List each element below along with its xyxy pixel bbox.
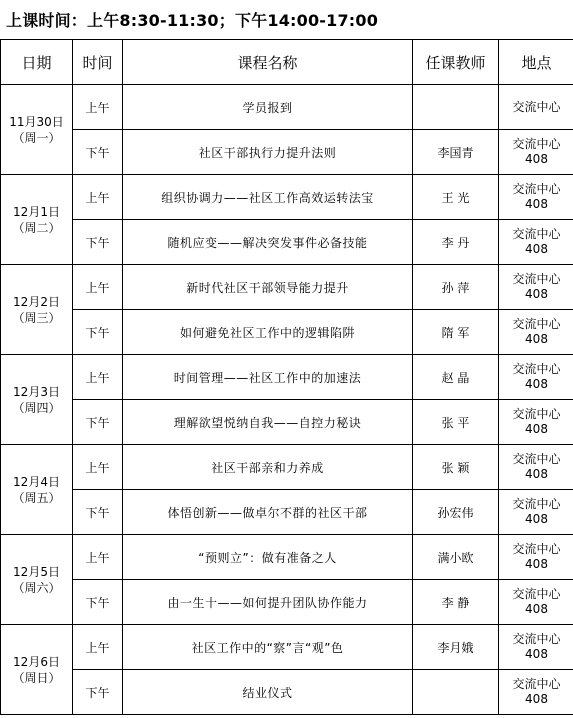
- course-cell: 如何避免社区工作中的逻辑陷阱: [123, 310, 413, 355]
- table-row: [1, 175, 573, 220]
- location-name: 交流中心: [512, 227, 561, 241]
- teacher-cell: 隋 军: [413, 310, 499, 355]
- teacher-cell: 李月娥: [413, 625, 499, 670]
- teacher-cell: 张 颖: [413, 445, 499, 490]
- location-name: 交流中心: [512, 182, 561, 196]
- location-name: 交流中心: [512, 137, 561, 151]
- location-cell: [499, 220, 573, 265]
- table-row: [1, 310, 573, 355]
- weekday-text: （周二）: [12, 220, 61, 235]
- weekday-text: （周日）: [12, 670, 61, 685]
- location-room: 408: [525, 512, 548, 526]
- course-cell: 随机应变——解决突发事件必备技能: [123, 220, 413, 265]
- date-cell: [1, 445, 73, 535]
- teacher-cell: 王 光: [413, 175, 499, 220]
- location-cell: [499, 535, 573, 580]
- location-cell: [499, 670, 573, 715]
- location-room: 408: [525, 197, 548, 211]
- time-cell: 上午: [73, 265, 123, 310]
- location-room: 408: [525, 602, 548, 616]
- table-row: [1, 670, 573, 715]
- date-text: 12月4日: [13, 474, 60, 489]
- course-cell: 体悟创新——做卓尔不群的社区干部: [123, 490, 413, 535]
- date-cell: [1, 175, 73, 265]
- location-name: 交流中心: [512, 452, 561, 466]
- table-row: [1, 580, 573, 625]
- course-cell: 结业仪式: [123, 670, 413, 715]
- location-cell: [499, 130, 573, 175]
- teacher-cell: 李 丹: [413, 220, 499, 265]
- location-name: 交流中心: [512, 99, 561, 114]
- date-text: 12月5日: [13, 564, 60, 579]
- date-cell: [1, 625, 73, 715]
- location-name: 交流中心: [512, 542, 561, 556]
- teacher-cell: 李国青: [413, 130, 499, 175]
- date-cell: [1, 265, 73, 355]
- location-name: 交流中心: [512, 362, 561, 376]
- location-room: 408: [525, 692, 548, 706]
- teacher-cell: 满小欧: [413, 535, 499, 580]
- location-name: 交流中心: [512, 272, 561, 286]
- course-cell: 社区工作中的“察”言“观”色: [123, 625, 413, 670]
- course-cell: 新时代社区干部领导能力提升: [123, 265, 413, 310]
- date-cell: [1, 535, 73, 625]
- table-row: [1, 490, 573, 535]
- time-cell: 上午: [73, 445, 123, 490]
- table-row: [1, 130, 573, 175]
- course-cell: 由一生十——如何提升团队协作能力: [123, 580, 413, 625]
- teacher-cell: 孙 萍: [413, 265, 499, 310]
- weekday-text: （周五）: [12, 490, 61, 505]
- weekday-text: （周三）: [12, 310, 61, 325]
- time-cell: 下午: [73, 490, 123, 535]
- location-cell: [499, 625, 573, 670]
- teacher-cell: [413, 670, 499, 715]
- date-text: 12月3日: [13, 384, 60, 399]
- location-cell: [499, 310, 573, 355]
- table-row: [1, 265, 573, 310]
- table-row: [1, 445, 573, 490]
- header-course: 课程名称: [123, 40, 413, 85]
- course-cell: 时间管理——社区工作中的加速法: [123, 355, 413, 400]
- location-room: 408: [525, 377, 548, 391]
- time-cell: 上午: [73, 85, 123, 130]
- course-cell: 社区干部亲和力养成: [123, 445, 413, 490]
- weekday-text: （周四）: [12, 400, 61, 415]
- location-name: 交流中心: [512, 632, 561, 646]
- header-date: 日期: [1, 40, 73, 85]
- date-cell: [1, 85, 73, 175]
- location-cell: [499, 490, 573, 535]
- teacher-cell: 李 静: [413, 580, 499, 625]
- table-row: [1, 355, 573, 400]
- course-cell: 社区干部执行力提升法则: [123, 130, 413, 175]
- location-cell: [499, 400, 573, 445]
- location-room: 408: [525, 242, 548, 256]
- time-cell: 上午: [73, 355, 123, 400]
- date-cell: [1, 355, 73, 445]
- time-cell: 下午: [73, 580, 123, 625]
- location-cell: [499, 175, 573, 220]
- time-cell: 上午: [73, 625, 123, 670]
- teacher-cell: 孙宏伟: [413, 490, 499, 535]
- location-cell: [499, 85, 573, 130]
- teacher-cell: 赵 晶: [413, 355, 499, 400]
- weekday-text: （周六）: [12, 580, 61, 595]
- location-cell: [499, 355, 573, 400]
- location-name: 交流中心: [512, 677, 561, 691]
- time-cell: 下午: [73, 670, 123, 715]
- table-row: [1, 625, 573, 670]
- course-cell: 学员报到: [123, 85, 413, 130]
- time-cell: 下午: [73, 220, 123, 265]
- location-name: 交流中心: [512, 587, 561, 601]
- location-room: 408: [525, 287, 548, 301]
- time-cell: 上午: [73, 175, 123, 220]
- header-time: 时间: [73, 40, 123, 85]
- time-cell: 下午: [73, 310, 123, 355]
- date-text: 11月30日: [9, 114, 64, 129]
- table-row: [1, 220, 573, 265]
- location-room: 408: [525, 647, 548, 661]
- location-cell: [499, 580, 573, 625]
- teacher-cell: [413, 85, 499, 130]
- location-name: 交流中心: [512, 407, 561, 421]
- time-cell: 下午: [73, 130, 123, 175]
- teacher-cell: 张 平: [413, 400, 499, 445]
- table-row: [1, 85, 573, 130]
- location-room: 408: [525, 467, 548, 481]
- date-text: 12月2日: [13, 294, 60, 309]
- table-row: [1, 535, 573, 580]
- date-text: 12月6日: [13, 654, 60, 669]
- weekday-text: （周一）: [12, 130, 61, 145]
- location-room: 408: [525, 557, 548, 571]
- table-row: [1, 400, 573, 445]
- location-room: 408: [525, 332, 548, 346]
- location-name: 交流中心: [512, 317, 561, 331]
- course-cell: “预则立”：做有准备之人: [123, 535, 413, 580]
- location-name: 交流中心: [512, 497, 561, 511]
- table-header-row: [1, 40, 573, 85]
- date-text: 12月1日: [13, 204, 60, 219]
- location-room: 408: [525, 422, 548, 436]
- location-cell: [499, 445, 573, 490]
- schedule-table: [0, 39, 573, 715]
- header-teacher: 任课教师: [413, 40, 499, 85]
- course-cell: 理解欲望悦纳自我——自控力秘诀: [123, 400, 413, 445]
- header-location: 地点: [499, 40, 573, 85]
- time-cell: 下午: [73, 400, 123, 445]
- location-room: 408: [525, 152, 548, 166]
- time-cell: 上午: [73, 535, 123, 580]
- course-cell: 组织协调力——社区工作高效运转法宝: [123, 175, 413, 220]
- location-cell: [499, 265, 573, 310]
- class-time-note: 上课时间：上午8:30-11:30；下午14:00-17:00: [6, 11, 379, 30]
